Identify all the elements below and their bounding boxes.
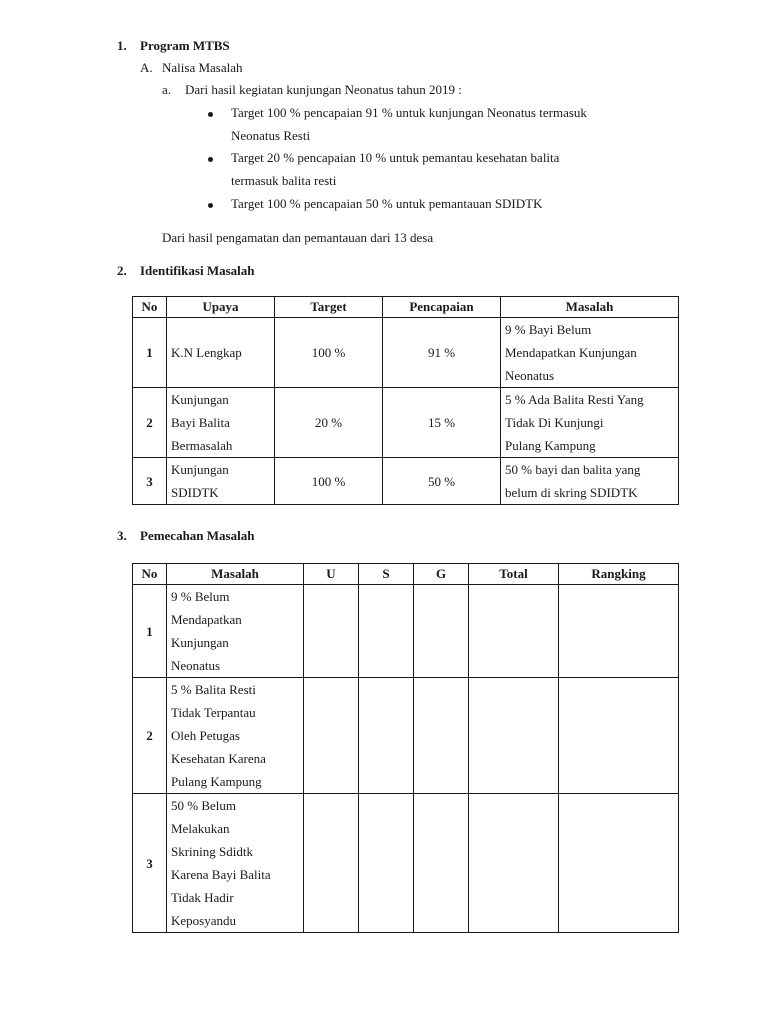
row-upaya: Kunjungan SDIDTK xyxy=(171,462,229,500)
row-total xyxy=(469,794,559,933)
header-no: No xyxy=(133,297,167,318)
section-2-title: Identifikasi Masalah xyxy=(140,263,255,278)
header-u: U xyxy=(304,564,359,585)
row-no: 2 xyxy=(133,388,167,458)
table-row xyxy=(133,458,679,505)
bullet-1-line-1: Target 100 % pencapaian 91 % untuk kunjungan Neonatus termasuk xyxy=(231,105,587,120)
row-g xyxy=(414,678,469,794)
row-masalah: 50 % bayi dan balita yang belum di skring SDIDTK xyxy=(505,462,641,500)
item-a-text: Dari hasil kegiatan kunjungan Neonatus tahun 2019 : xyxy=(185,82,462,97)
row-masalah: 50 % Belum Melakukan Skrining Sdidtk Karena Bayi Balita Tidak Hadir Keposyandu xyxy=(171,798,271,928)
section-3-number: 3. xyxy=(117,528,127,543)
row-masalah: 9 % Bayi Belum Mendapatkan Kunjungan Neonatus xyxy=(505,322,637,383)
section-1-title: Program MTBS xyxy=(140,38,230,53)
row-upaya: Kunjungan Bayi Balita Bermasalah xyxy=(171,392,233,453)
subsection-a-letter: A. xyxy=(140,60,153,75)
header-total: Total xyxy=(469,564,559,585)
row-masalah: 5 % Ada Balita Resti Yang Tidak Di Kunjungi Pulang Kampung xyxy=(505,392,644,453)
table-row xyxy=(133,388,679,458)
header-pencapaian: Pencapaian xyxy=(383,297,501,318)
row-rangking xyxy=(559,794,679,933)
bullet-icon xyxy=(208,203,213,208)
section-3-title: Pemecahan Masalah xyxy=(140,528,255,543)
row-target: 20 % xyxy=(275,388,383,458)
header-no: No xyxy=(133,564,167,585)
row-target: 100 % xyxy=(275,318,383,388)
bullet-icon xyxy=(208,157,213,162)
row-s xyxy=(359,678,414,794)
row-upaya: K.N Lengkap xyxy=(171,345,242,360)
row-rangking xyxy=(559,585,679,678)
table-row xyxy=(133,585,679,678)
row-total xyxy=(469,678,559,794)
identifikasi-table xyxy=(132,296,679,505)
row-s xyxy=(359,794,414,933)
row-total xyxy=(469,585,559,678)
row-no: 3 xyxy=(133,458,167,505)
row-target: 100 % xyxy=(275,458,383,505)
row-u xyxy=(304,678,359,794)
row-g xyxy=(414,585,469,678)
section-2-number: 2. xyxy=(117,263,127,278)
header-target: Target xyxy=(275,297,383,318)
table-row xyxy=(133,678,679,794)
row-masalah: 9 % Belum Mendapatkan Kunjungan Neonatus xyxy=(171,589,242,673)
row-u xyxy=(304,794,359,933)
table-row xyxy=(133,318,679,388)
pemecahan-table xyxy=(132,563,679,933)
section-1-number: 1. xyxy=(117,38,127,53)
header-s: S xyxy=(359,564,414,585)
row-masalah: 5 % Balita Resti Tidak Terpantau Oleh Petugas Kesehatan Karena Pulang Kampung xyxy=(171,682,266,789)
bullet-1-line-2: Neonatus Resti xyxy=(231,128,311,143)
header-masalah: Masalah xyxy=(501,297,679,318)
row-no: 2 xyxy=(133,678,167,794)
row-u xyxy=(304,585,359,678)
row-pencapaian: 91 % xyxy=(383,318,501,388)
bullet-icon xyxy=(208,112,213,117)
row-no: 1 xyxy=(133,318,167,388)
row-pencapaian: 15 % xyxy=(383,388,501,458)
bullet-2-line-1: Target 20 % pencapaian 10 % untuk pemantau kesehatan balita xyxy=(231,150,560,165)
row-g xyxy=(414,794,469,933)
header-g: G xyxy=(414,564,469,585)
item-a-letter: a. xyxy=(162,82,172,97)
bullet-2-line-2: termasuk balita resti xyxy=(231,173,337,188)
row-pencapaian: 50 % xyxy=(383,458,501,505)
subsection-a-title: Nalisa Masalah xyxy=(162,60,243,75)
table-header-row xyxy=(133,564,679,585)
table-row xyxy=(133,794,679,933)
table-header-row xyxy=(133,297,679,318)
row-no: 1 xyxy=(133,585,167,678)
closing-text: Dari hasil pengamatan dan pemantauan dari 13 desa xyxy=(162,230,434,245)
row-rangking xyxy=(559,678,679,794)
row-no: 3 xyxy=(133,794,167,933)
bullet-3-line-1: Target 100 % pencapaian 50 % untuk pemantauan SDIDTK xyxy=(231,196,543,211)
row-s xyxy=(359,585,414,678)
header-masalah: Masalah xyxy=(167,564,304,585)
header-rangking: Rangking xyxy=(559,564,679,585)
header-upaya: Upaya xyxy=(167,297,275,318)
